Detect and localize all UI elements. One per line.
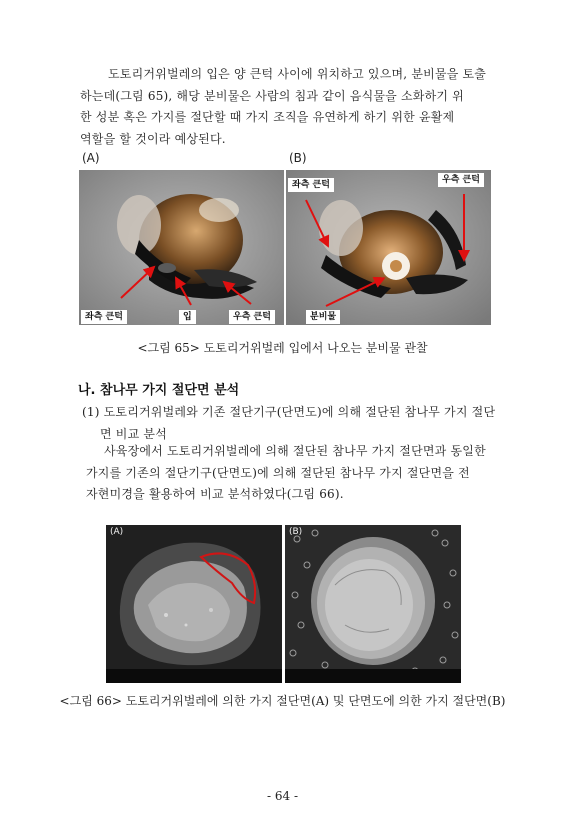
weevil-mouth-image-b: [286, 170, 491, 325]
tag-mouth-a: 입: [179, 310, 196, 324]
figure65-panel-b-label: (B): [289, 151, 307, 165]
body-line-1: 사육장에서 도토리거위벌레에 의해 절단된 참나무 가지 절단면과 동일한: [104, 444, 486, 458]
intro-line-3: 한 성분 혹은 가지를 절단할 때 가지 조직을 유연하게 하기 위한 윤활제: [80, 110, 455, 124]
section-heading: 나. 참나무 가지 절단면 분석: [78, 383, 240, 398]
intro-line-4: 역할을 할 것이라 예상된다.: [80, 131, 226, 146]
page-number: - 64 -: [266, 789, 298, 803]
sem-info-bar-a: [106, 669, 282, 683]
subsection-line-2: 면 비교 분석: [100, 426, 167, 441]
weevil-mouth-image-a: [79, 170, 284, 325]
sem-cut-surface-a: [106, 525, 282, 683]
figure66-panel-b-image: [285, 525, 461, 683]
subsection-line-1: (1) 도토리거위벌레와 기존 절단기구(단면도)에 의해 절단된 참나무 가지 절단: [82, 405, 496, 419]
tag-right-mandible-b: 우측 큰턱: [438, 173, 484, 187]
sem-info-bar-b: [285, 669, 461, 683]
body-paragraph: [86, 441, 500, 506]
intro-line-1: 도토리거위벌레의 입은 양 큰턱 사이에 위치하고 있으며, 분비물을 토출: [108, 67, 487, 81]
figure66-caption: <그림 66> 도토리거위벌레에 의한 가지 절단면(A) 및 단면도에 의한 가지 절단면(B): [59, 694, 506, 708]
intro-line-2: 하는데(그림 65), 해당 분비물은 사람의 침과 같이 음식물을 소화하기 위: [80, 88, 464, 103]
figure65-caption: <그림 65> 도토리거위벌레 입에서 나오는 분비물 관찰: [137, 341, 428, 355]
body-line-2: 가지를 기존의 절단기구(단면도)에 의해 절단된 참나무 가지 절단면을 전: [86, 465, 470, 480]
body-line-3: 자현미경을 활용하여 비교 분석하였다(그림 66).: [86, 487, 344, 501]
figure66-panel-a-label: (A): [110, 527, 124, 537]
intro-paragraph: [80, 64, 500, 150]
tag-secretion-b: 분비물: [306, 310, 340, 324]
figure66-panel-b-label: (B): [289, 527, 303, 537]
figure65-panel-a-photo: [79, 170, 284, 325]
tag-left-mandible-b: 좌측 큰턱: [288, 178, 334, 192]
tag-right-mandible-a: 우측 큰턱: [229, 310, 275, 324]
figure66-panel-a-image: [106, 525, 282, 683]
tag-left-mandible-a: 좌측 큰턱: [81, 310, 127, 324]
subsection-title: [82, 402, 500, 445]
figure65-panel-b-photo: [286, 170, 491, 325]
sem-cut-surface-b: [285, 525, 461, 683]
figure65-panel-a-label: (A): [82, 151, 100, 165]
